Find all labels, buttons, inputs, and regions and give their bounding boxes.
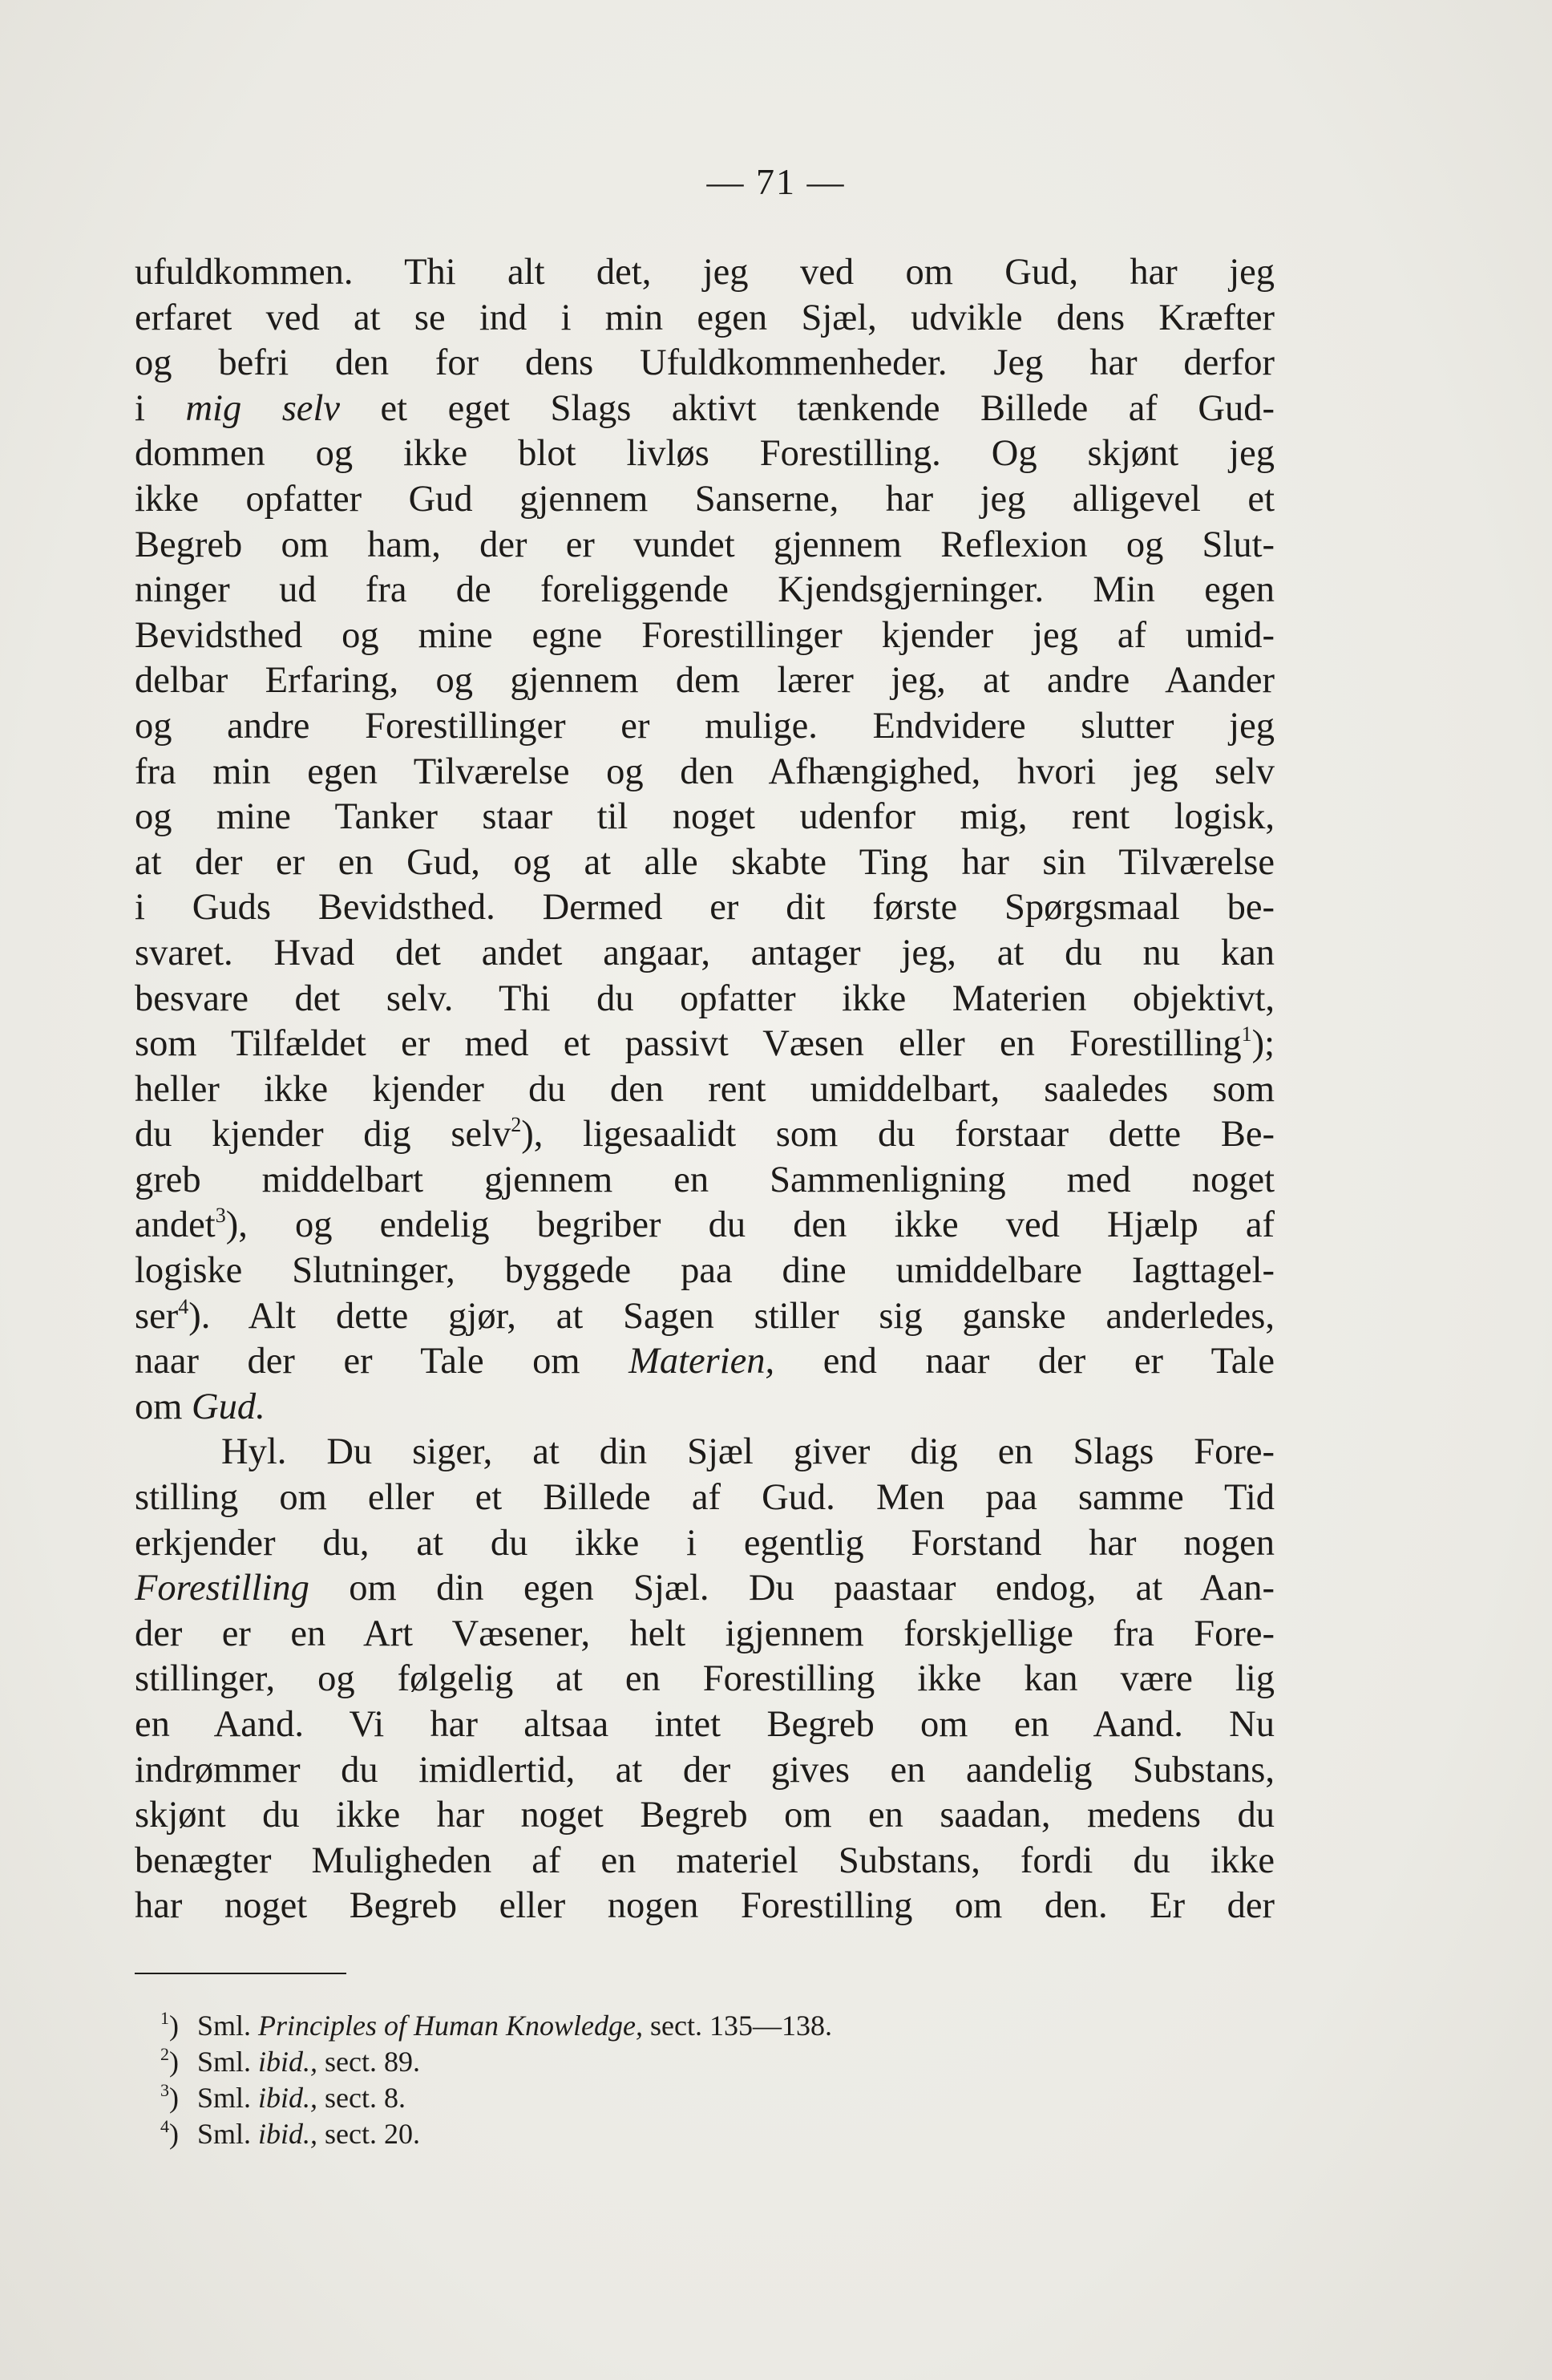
emphasis: Forestilling bbox=[135, 1568, 309, 1609]
text-line: i Guds Bevidsthed. Dermed er dit første Spørgsmaal be- bbox=[135, 887, 1275, 929]
text-line bbox=[135, 1203, 1275, 1249]
text-line: og befri den for dens Ufuldkommenheder. Jeg har derfor bbox=[135, 342, 1275, 384]
text-run: naar der er Tale om bbox=[135, 1341, 629, 1382]
text-line: ikke opfatter Gud gjennem Sanserne, har jeg alligevel et bbox=[135, 478, 1275, 520]
text-run: om bbox=[135, 1386, 192, 1427]
text-run: end naar der er Tale bbox=[774, 1341, 1275, 1382]
text-line: der er en Art Væsener, helt igjennem forskjellige fra Fore- bbox=[135, 1613, 1275, 1654]
text-line: dommen og ikke blot livløs Forestilling. Og skjønt jeg bbox=[135, 433, 1275, 475]
text-line: besvare det selv. Thi du opfatter ikke Materien objektivt, bbox=[135, 978, 1275, 1019]
footnote-suffix: sect. 8. bbox=[317, 2082, 406, 2114]
footnote-ref: 4 bbox=[178, 1294, 189, 1318]
footnote-suffix: sect. 135—138. bbox=[642, 2010, 832, 2042]
text-line: har noget Begreb eller nogen Forestilling om den. Er der bbox=[135, 1885, 1275, 1927]
text-line: delbar Erfaring, og gjennem dem lærer jeg, at andre Aander bbox=[135, 660, 1275, 702]
footnote-mark: 1 bbox=[160, 2008, 169, 2028]
page-number: — 71 — bbox=[706, 161, 846, 202]
text-line bbox=[135, 387, 1275, 432]
text-run: i bbox=[135, 387, 186, 429]
footnote-mark: 3 bbox=[160, 2080, 169, 2100]
footnote-title: ibid., bbox=[258, 2046, 318, 2078]
emphasis: mig selv bbox=[185, 387, 340, 429]
text-run: ser bbox=[135, 1295, 179, 1337]
text-run: ), og endelig begriber du den ikke ved Hjælp af bbox=[225, 1204, 1275, 1246]
text-run: ). Alt dette gjør, at Sagen stiller sig ganske anderledes, bbox=[188, 1295, 1275, 1337]
text-run: ); bbox=[1251, 1023, 1275, 1065]
text-run: om din egen Sjæl. Du paastaar endog, at Aan- bbox=[309, 1568, 1275, 1609]
text-line bbox=[135, 1339, 1275, 1385]
text-run: ), ligesaalidt som du forstaar dette Be- bbox=[521, 1114, 1275, 1156]
footnote: $^2$) Sml. ibid., sect. 89. bbox=[160, 2044, 421, 2078]
text-run: du kjender dig selv bbox=[135, 1114, 511, 1156]
footnote-ref: 3 bbox=[215, 1204, 226, 1228]
text-line: greb middelbart gjennem en Sammenligning med noget bbox=[135, 1159, 1275, 1200]
text-line bbox=[135, 1022, 1275, 1067]
footnote: $^1$) Sml. Principles of Human Knowledge, sect. 135—138. bbox=[160, 2008, 832, 2042]
text-line: heller ikke kjender du den rent umiddelbart, saaledes som bbox=[135, 1068, 1275, 1110]
text-line: ninger ud fra de foreliggende Kjendsgjerninger. Min egen bbox=[135, 569, 1275, 611]
text-line: stilling om eller et Billede af Gud. Men paa samme Tid bbox=[135, 1477, 1275, 1519]
text-line: Begreb om ham, der er vundet gjennem Reflexion og Slut- bbox=[135, 524, 1275, 565]
footnote-title: ibid., bbox=[258, 2082, 318, 2114]
text-line: ufuldkommen. Thi alt det, jeg ved om Gud, har jeg bbox=[135, 252, 1275, 293]
footnote-divider bbox=[135, 1973, 346, 1974]
text-line bbox=[135, 1294, 1275, 1340]
text-run: et eget Slags aktivt tænkende Billede af Gud- bbox=[340, 387, 1275, 429]
text-line bbox=[135, 1112, 1275, 1158]
footnote-prefix: Sml. bbox=[197, 2046, 259, 2078]
text-line: fra min egen Tilværelse og den Afhængighed, hvori jeg selv bbox=[135, 751, 1275, 792]
text-line: benægter Muligheden af en materiel Substans, fordi du ikke bbox=[135, 1840, 1275, 1881]
emphasis: Materien, bbox=[628, 1341, 775, 1382]
footnote-title: ibid., bbox=[258, 2118, 318, 2150]
footnote-suffix: sect. 89. bbox=[317, 2046, 421, 2078]
footnote-title: Principles of Human Knowledge, bbox=[258, 2010, 643, 2042]
text-line: stillinger, og følgelig at en Forestilling ikke kan være lig bbox=[135, 1658, 1275, 1700]
footnote-mark: 4 bbox=[160, 2116, 169, 2136]
footnote: $^3$) Sml. ibid., sect. 8. bbox=[160, 2080, 406, 2114]
text-line: Hyl. Du siger, at din Sjæl giver dig en Slags Fore- bbox=[221, 1431, 1275, 1473]
body-text bbox=[135, 250, 1275, 1929]
text-line: og andre Forestillinger er mulige. Endvidere slutter jeg bbox=[135, 705, 1275, 747]
text-run: som Tilfældet er med et passivt Væsen eller en Forestilling bbox=[135, 1023, 1242, 1065]
footnote-ref: 2 bbox=[511, 1113, 522, 1137]
footnote: $^4$) Sml. ibid., sect. 20. bbox=[160, 2116, 421, 2150]
text-run: andet bbox=[135, 1204, 216, 1246]
footnotes bbox=[160, 2008, 1202, 2152]
text-line: og mine Tanker staar til noget udenfor mig, rent logisk, bbox=[135, 796, 1275, 838]
footnote-ref: 1 bbox=[1241, 1022, 1252, 1046]
text-line: logiske Slutninger, byggede paa dine umiddelbare Iagttagel- bbox=[135, 1250, 1275, 1292]
emphasis: Gud. bbox=[192, 1386, 265, 1427]
text-line: erkjender du, at du ikke i egentlig Forstand har nogen bbox=[135, 1522, 1275, 1564]
footnote-prefix: Sml. bbox=[197, 2010, 259, 2042]
footnote-prefix: Sml. bbox=[197, 2118, 259, 2150]
text-line bbox=[135, 1566, 1275, 1612]
footnote-mark: 2 bbox=[160, 2044, 169, 2064]
footnote-prefix: Sml. bbox=[197, 2082, 259, 2114]
text-line: en Aand. Vi har altsaa intet Begreb om en Aand. Nu bbox=[135, 1704, 1275, 1745]
text-line: erfaret ved at se ind i min egen Sjæl, udvikle dens Kræfter bbox=[135, 297, 1275, 338]
text-line bbox=[135, 1385, 1275, 1431]
text-line: indrømmer du imidlertid, at der gives en aandelig Substans, bbox=[135, 1749, 1275, 1791]
footnote-suffix: sect. 20. bbox=[317, 2118, 421, 2150]
text-line: skjønt du ikke har noget Begreb om en saadan, medens du bbox=[135, 1795, 1275, 1836]
text-line: Bevidsthed og mine egne Forestillinger kjender jeg af umid- bbox=[135, 614, 1275, 656]
text-line: svaret. Hvad det andet angaar, antager jeg, at du nu kan bbox=[135, 932, 1275, 973]
text-line: at der er en Gud, og at alle skabte Ting har sin Tilværelse bbox=[135, 841, 1275, 883]
